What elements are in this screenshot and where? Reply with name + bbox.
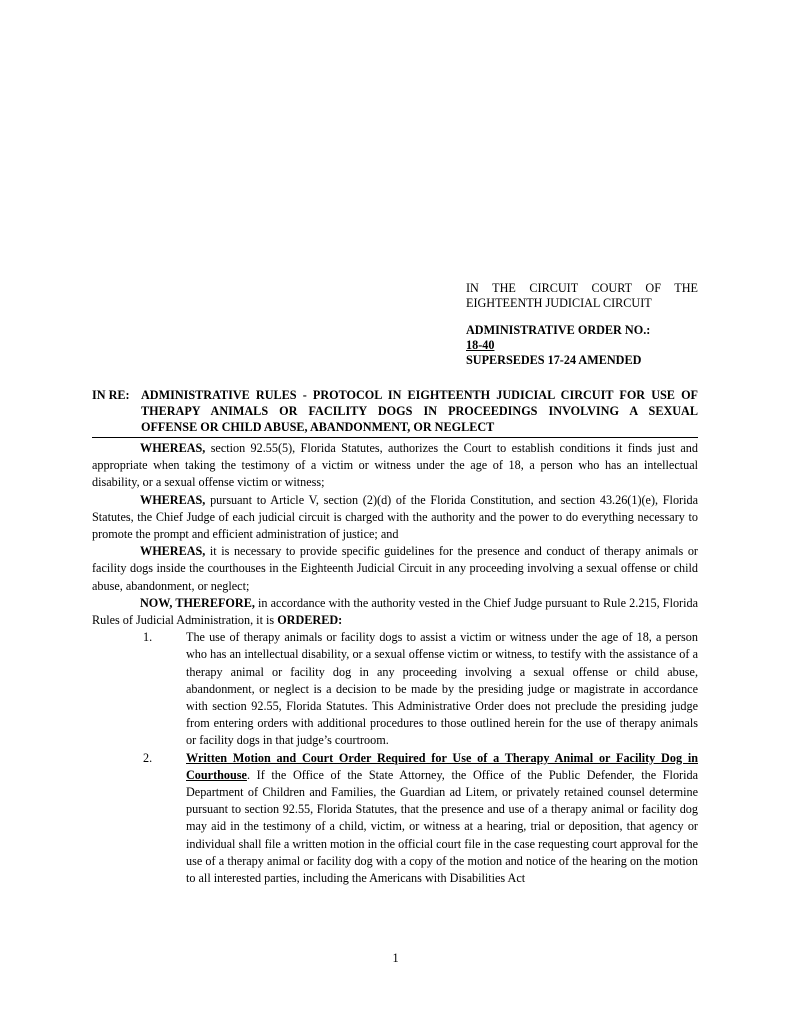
whereas-lead: WHEREAS, (140, 544, 206, 559)
in-re-label: IN RE: (92, 388, 130, 402)
page-number: 1 (392, 951, 399, 965)
whereas-text: pursuant to Article V, section (2)(d) of the Florida Constitution, and section 43.26(1)(e), Florida Statutes, the Chief Judge of each judicial circuit is charged with the authority and the power to do everything necessary to promote the prompt and efficient administration of justice; and (92, 492, 698, 542)
now-therefore-text: in accordance with the authority vested in the Chief Judge pursuant to Rule 2.215, Florida Rules of Judicial Administration, it is (92, 595, 698, 628)
whereas-text: it is necessary to provide specific guidelines for the presence and conduct of therapy animals or facility dogs inside the courthouses in the Eighteenth Judicial Circuit in any proceeding involving a sexual offense or child abuse, abandonment, or neglect; (92, 544, 698, 593)
whereas-paragraph (92, 440, 698, 492)
item-number: 2. (143, 750, 153, 765)
numbered-item (92, 750, 698, 888)
order-body (92, 440, 698, 887)
ordered-label: ORDERED: (277, 613, 343, 628)
whereas-paragraph (92, 543, 698, 595)
whereas-paragraph (92, 492, 698, 544)
now-therefore-lead: NOW, THEREFORE, (140, 595, 255, 610)
whereas-lead: WHEREAS, (140, 492, 206, 507)
item-text: The use of therapy animals or facility dogs to assist a victim or witness under the age of 18, a person who has an intellectual disability, or a sexual offense victim or witness, to testify with the assistance of a therapy animal or facility dog in any proceeding involving a sexual offense or child abuse, abandonment, or neglect is a decision to be made by the presiding judge or magistrate in accordance with section 92.55, Florida Statutes. This Administrative Order does not preclude the presiding judge from entering orders with additional procedures to those outlined herein for the use of therapy animals or facility dogs in that judge’s courtroom. (186, 630, 698, 748)
court-caption (466, 281, 698, 311)
caption-line-2: EIGHTEENTH JUDICIAL CIRCUIT (466, 296, 652, 310)
in-re-title (141, 387, 698, 435)
item-text: . If the Office of the State Attorney, the Office of the Public Defender, the Florida Department of Children and Families, the Guardian ad Litem, or privately retained counsel determine pursuant to section 92.55, Florida Statutes, that the presence and use of a therapy animal or facility dog may aid in the testimony of a child, victim, or witness at a hearing, trial or deposition, that agency or individual shall file a written motion in the official court file in the case requesting court approval for the use of a therapy animal or facility dog with a copy of the motion and notice of the hearing on the motion to all interested parties, including the Americans with Disabilities Act (186, 767, 698, 886)
in-re-title-line-3: OFFENSE OR CHILD ABUSE, ABANDONMENT, OR NEGLECT (141, 420, 495, 434)
in-re-title-line-1: ADMINISTRATIVE RULES - PROTOCOL IN EIGHTEENTH JUDICIAL CIRCUIT FOR USE OF (141, 388, 698, 402)
item-number: 1. (143, 630, 153, 645)
separator-line (92, 437, 698, 438)
administrative-order-block (466, 323, 706, 368)
order-number: 18-40 (466, 338, 495, 352)
now-therefore-paragraph (92, 595, 698, 629)
in-re-title-line-2: THERAPY ANIMALS OR FACILITY DOGS IN PROCEEDINGS INVOLVING A SEXUAL (141, 404, 698, 418)
whereas-lead: WHEREAS, (140, 441, 206, 455)
item-heading: Written Motion and Court Order Required for Use of a Therapy Animal or Facility Dog in Courthouse (186, 750, 698, 782)
whereas-text: section 92.55(5), Florida Statutes, authorizes the Court to establish conditions it finds just and appropriate when taking the testimony of a victim or witness under the age of 18, a person who has an intellectual disability, or a sexual offense victim or witness; (92, 441, 698, 490)
order-number-label: ADMINISTRATIVE ORDER NO.: (466, 323, 651, 337)
caption-line-1: IN THE CIRCUIT COURT OF THE (466, 281, 698, 295)
supersedes-line: SUPERSEDES 17-24 AMENDED (466, 353, 642, 367)
numbered-item (92, 629, 698, 749)
